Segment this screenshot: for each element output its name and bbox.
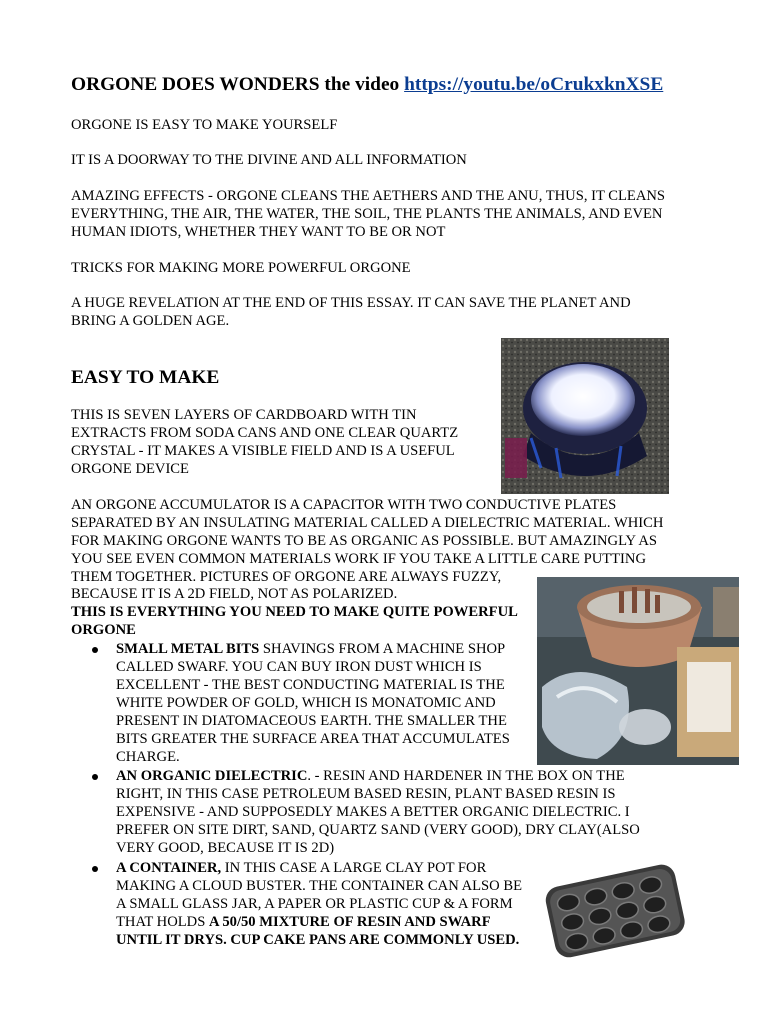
bullet-continuation: MAKING A CLOUD BUSTER. THE CONTAINER CAN ALSO BE (116, 878, 522, 894)
caption-line-2: EXTRACTS FROM SODA CANS AND ONE CLEAR QUARTZ (71, 425, 459, 441)
accumulator-line-2: SEPARATED BY AN INSULATING MATERIAL CALLED A DIELECTRIC MATERIAL. WHICH (71, 515, 664, 531)
effects-line-3: HUMAN IDIOTS, WHETHER THEY WANT TO BE OR NOT (71, 224, 446, 240)
bullet-continuation: WHITE POWDER OF GOLD, WHICH IS MONATOMIC AND (116, 695, 496, 711)
bullet-continuation: PRESENT IN DIATOMACEOUS EARTH. THE SMALLER THE (116, 713, 507, 729)
list-item (116, 859, 486, 877)
intro-line-1: ORGONE IS EASY TO MAKE YOURSELF (71, 117, 338, 133)
bullet-continuation: EXCELLENT - THE BEST CONDUCTING MATERIAL IS THE (116, 677, 505, 693)
bullet-continuation: CALLED SWARF. YOU CAN BUY IRON DUST WHICH IS (116, 659, 482, 675)
list-item (116, 640, 505, 658)
bullet-continuation (116, 913, 491, 931)
bullet-text: . - RESIN AND HARDENER IN THE BOX ON THE (307, 768, 625, 784)
bullet-continuation: UNTIL IT DRYS. CUP CAKE PANS ARE COMMONLY USED. (116, 932, 520, 948)
bullet-icon (92, 866, 98, 872)
tricks-line: TRICKS FOR MAKING MORE POWERFUL ORGONE (71, 260, 411, 276)
bullet-continuation: VERY GOOD, BECAUSE IT IS 2D) (116, 840, 335, 856)
bullet-bold-tail: A 50/50 MIXTURE OF RESIN AND SWARF (208, 914, 491, 930)
accumulator-line-5: THEM TOGETHER. PICTURES OF ORGONE ARE ALWAYS FUZZY, (71, 569, 502, 585)
bullet-continuation: CHARGE. (116, 749, 180, 765)
bullet-continuation: PREFER ON SITE DIRT, SAND, QUARTZ SAND (VERY GOOD), DRY CLAY(ALSO (116, 822, 640, 838)
title-text: ORGONE DOES WONDERS the video (71, 74, 405, 95)
effects-line-2: EVERYTHING, THE AIR, THE WATER, THE SOIL, THE PLANTS THE ANIMALS, AND EVEN (71, 206, 663, 222)
bullet-continuation: EXPENSIVE - AND SUPPOSEDLY MAKES A BETTER ORGANIC DIELECTRIC. I (116, 804, 630, 820)
everything-line-1: THIS IS EVERYTHING YOU NEED TO MAKE QUITE POWERFUL (71, 604, 518, 620)
revelation-line-1: A HUGE REVELATION AT THE END OF THIS ESSAY. IT CAN SAVE THE PLANET AND (71, 295, 631, 311)
video-link[interactable]: https://youtu.be/oCrukxknXSE (404, 74, 664, 95)
everything-line-2: ORGONE (71, 622, 136, 638)
bullet-bold: AN ORGANIC DIELECTRIC (116, 768, 308, 784)
effects-line-1: AMAZING EFFECTS - ORGONE CLEANS THE AETHERS AND THE ANU, THUS, IT CLEANS (71, 188, 666, 204)
bullet-continuation: BITS GREATER THE SURFACE AREA THAT ACCUMULATES (116, 731, 510, 747)
materials-image (537, 577, 739, 765)
cupcake-pan-photo (541, 861, 689, 959)
accumulator-line-6: BECAUSE IT IS A 2D FIELD, NOT AS POLARIZED. (71, 586, 398, 602)
bullet-bold: A CONTAINER, (116, 860, 222, 876)
bullet-text: THAT HOLDS (116, 914, 209, 930)
caption-line-3: CRYSTAL - IT MAKES A VISIBLE FIELD AND IS A USEFUL (71, 443, 455, 459)
bullet-text: IN THIS CASE A LARGE CLAY POT FOR (221, 860, 487, 876)
bullet-continuation: A SMALL GLASS JAR, A PAPER OR PLASTIC CUP & A FORM (116, 896, 513, 912)
revelation-line-2: BRING A GOLDEN AGE. (71, 313, 230, 329)
materials-photo (537, 577, 739, 765)
bullet-continuation: RIGHT, IN THIS CASE PETROLEUM BASED RESIN, PLANT BASED RESIN IS (116, 786, 616, 802)
page-title (71, 73, 663, 97)
accumulator-line-3: FOR MAKING ORGONE WANTS TO BE AS ORGANIC AS POSSIBLE. BUT AMAZINGLY AS (71, 533, 658, 549)
caption-line-4: ORGONE DEVICE (71, 461, 189, 477)
orgone-device-photo (501, 338, 669, 494)
accumulator-line-4: YOU SEE EVEN COMMON MATERIALS WORK IF YOU TAKE A LITTLE CARE PUTTING (71, 551, 646, 567)
bullet-icon (92, 774, 98, 780)
cupcake-pan-image (541, 861, 689, 959)
bullet-text: SHAVINGS FROM A MACHINE SHOP (259, 641, 506, 657)
accumulator-line-1: AN ORGONE ACCUMULATOR IS A CAPACITOR WITH TWO CONDUCTIVE PLATES (71, 497, 617, 513)
intro-line-2: IT IS A DOORWAY TO THE DIVINE AND ALL INFORMATION (71, 152, 467, 168)
orgone-device-image (501, 338, 669, 494)
section-heading-easy-to-make: EASY TO MAKE (71, 367, 220, 388)
caption-line-1: THIS IS SEVEN LAYERS OF CARDBOARD WITH TIN (71, 407, 417, 423)
list-item (116, 767, 625, 785)
bullet-icon (92, 647, 98, 653)
bullet-bold: SMALL METAL BITS (116, 641, 260, 657)
